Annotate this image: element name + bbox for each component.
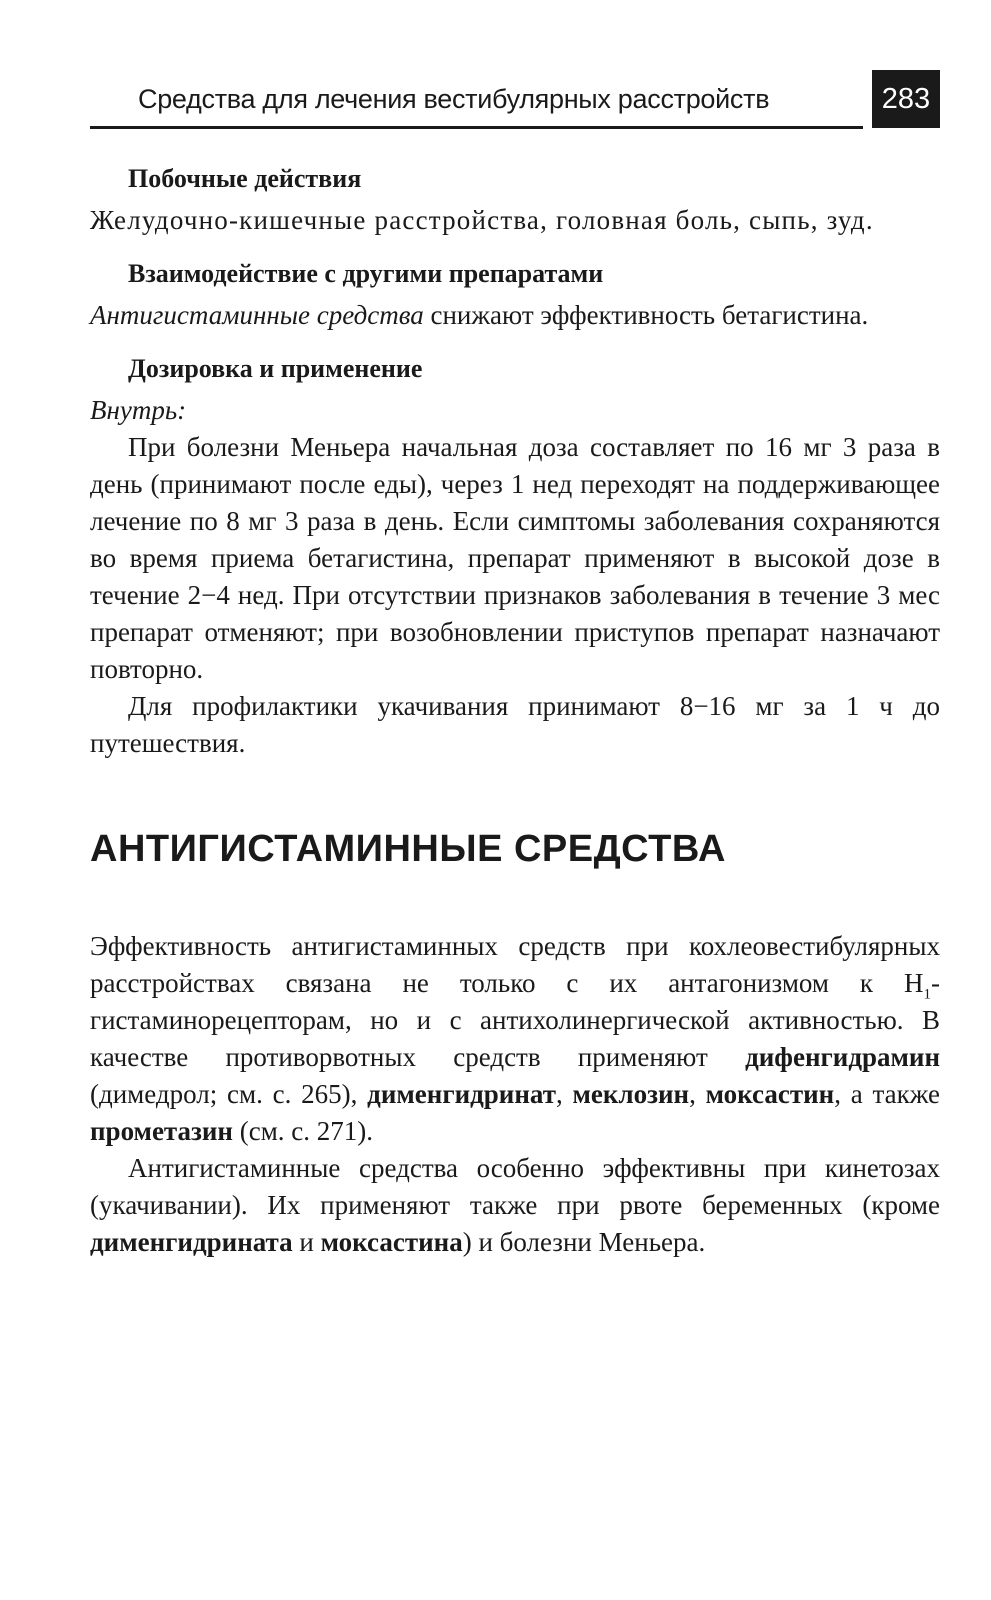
running-title: Средства для лечения вестибулярных расстройств (138, 84, 770, 114)
interactions-italic: Антигистаминные средства (90, 300, 424, 330)
dosage-paragraph-1: При болезни Меньера начальная доза составляет по 16 мг 3 раза в день (принимают после еды), через 1 нед переходят на поддерживающее лечение по 8 мг 3 раза в день. Если симптомы заболевания сохраняются во время приема бетагистина, препарат применяют в высокой дозе в течение 2−4 нед. При отсутствии признаков заболевания в течение 3 мес препарат отменяют; при возобновлении приступов препарат назначают повторно. (90, 432, 940, 684)
drug-name-diphenhydramine: дифенгидрамин (745, 1042, 940, 1072)
section-paragraph-2 (90, 1150, 940, 1261)
drug-name-promethazine: прометазин (90, 1116, 233, 1146)
section-title: АНТИГИСТАМИННЫЕ СРЕДСТВА (90, 828, 726, 870)
drug-name-dimenhydrinate: дименгидринат (367, 1079, 556, 1109)
text-run: и (292, 1227, 321, 1257)
subscript: 1 (923, 986, 931, 1003)
page-number: 283 (872, 70, 940, 128)
text-run: (см. с. 271). (233, 1116, 374, 1146)
dosage-paragraph-2: Для профилактики укачивания принимают 8−16 мг за 1 ч до путешествия. (90, 691, 940, 758)
text-run: , а также (834, 1079, 941, 1109)
side-effects-text: Желудочно-кишечные расстройства, головная боль, сыпь, зуд. (90, 205, 874, 235)
dosage-route (90, 392, 940, 429)
interactions-rest: снижают эффективность бетагистина. (423, 300, 869, 330)
text-run: ) и болезни Меньера. (462, 1227, 706, 1257)
interactions-heading: Взаимодействие с другими препаратами (128, 259, 604, 288)
side-effects-heading: Побочные действия (128, 164, 362, 193)
page (90, 70, 940, 1261)
header-rule (90, 126, 863, 129)
drug-name-moxastine: моксастин (705, 1079, 835, 1109)
text-run: -гистаминорецепторам, но и с антихолинергической активностью. В качестве противорвотных средств применяют (90, 968, 940, 1072)
running-header (90, 70, 940, 132)
text-run: , (556, 1079, 573, 1109)
section-paragraph-1 (90, 928, 940, 1150)
dosage-route-label: Внутрь: (90, 395, 187, 425)
text-run: Эффективность антигистаминных средств при кохлеовестибулярных расстройствах связана не только с их антагонизмом к H (90, 931, 940, 998)
text-run: Антигистаминные средства особенно эффективны при кинетозах (укачивании). Их применяют также при рвоте беременных (кроме (90, 1153, 940, 1220)
drug-name-dimenhydrinate-genitive: дименгидрината (90, 1227, 293, 1257)
dosage-heading: Дозировка и применение (128, 354, 423, 383)
drug-name-moxastine-genitive: моксастина (320, 1227, 463, 1257)
text-run: , (689, 1079, 706, 1109)
drug-name-meclizine: меклозин (572, 1079, 690, 1109)
text-run: (димедрол; см. с. 265), (90, 1079, 368, 1109)
interactions-text (90, 297, 940, 334)
